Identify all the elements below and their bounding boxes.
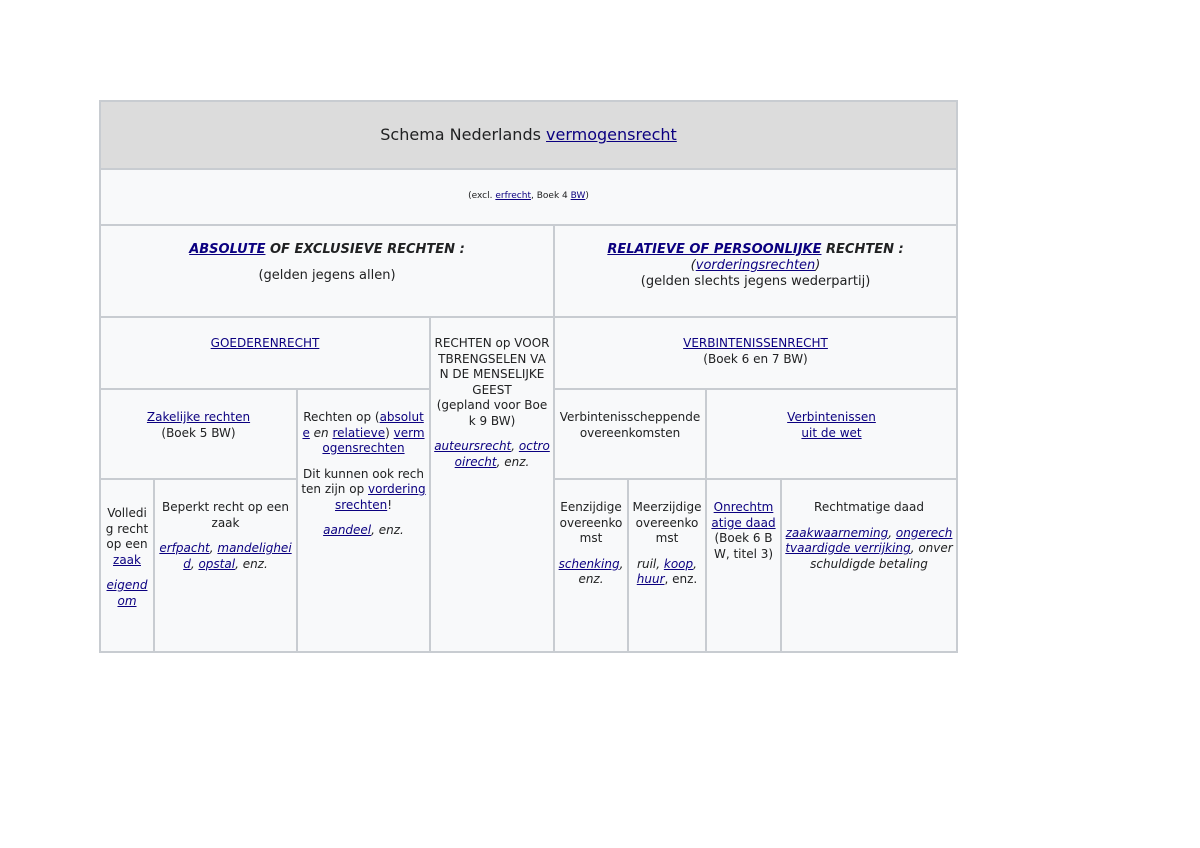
meerzijdige-cell: Meerzijdige overeenkomst ruil, koop, huur, enz.	[628, 479, 706, 652]
schema-table	[99, 100, 958, 653]
volledig-recht-cell: Volledig recht op een zaak eigendom	[100, 479, 154, 652]
zakelijke-rechten-cell: Zakelijke rechten (Boek 5 BW)	[100, 389, 297, 479]
verbintenissenrecht-link[interactable]: VERBINTENISSENRECHT	[683, 336, 828, 350]
ongerechtvaardigde-verrijking-link[interactable]: ongerechtvaardigde verrijking	[785, 525, 953, 555]
aandeel-link[interactable]: aandeel	[323, 523, 372, 537]
absolute-sub: (gelden jegens allen)	[258, 268, 396, 283]
verbintenissenrecht-cell: VERBINTENISSENRECHT (Boek 6 en 7 BW)	[554, 317, 957, 389]
intellectual-property-cell: RECHTEN op VOORTBRENGSELEN VAN DE MENSELIJKE GEEST (gepland voor Boek 9 BW) auteursrecht, octrooirecht, enz.	[430, 317, 554, 652]
auteursrecht-link[interactable]: auteursrecht	[434, 439, 512, 453]
schenking-link[interactable]: schenking	[558, 556, 620, 571]
beperkt-recht-cell: Beperkt recht op een zaak erfpacht, mandeligheid, opstal, enz.	[154, 479, 297, 652]
erfpacht-link[interactable]: erfpacht	[159, 541, 210, 555]
zakelijke-rechten-link[interactable]: Zakelijke rechten	[146, 410, 251, 424]
exclusion-note: (excl. erfrecht, Boek 4 BW)	[100, 169, 957, 225]
goederenrecht-link[interactable]: GOEDERENRECHT	[210, 336, 320, 350]
rechtmatige-cell: Rechtmatige daad zaakwaarneming, ongerechtvaardigde verrijking, onverschuldigde betaling	[781, 479, 957, 652]
zaak-link[interactable]: zaak	[113, 552, 141, 567]
onrechtmatige-daad-link[interactable]: Onrechtmatige daad	[711, 500, 776, 530]
verbintenissen-wet-link[interactable]: Verbintenissen uit de wet	[787, 410, 876, 440]
zaakwaarneming-link[interactable]: zaakwaarneming	[785, 525, 889, 540]
mandeligheid-link[interactable]: mandeligheid	[183, 541, 292, 571]
absolute-link-2[interactable]: absolute	[302, 410, 424, 440]
rechten-op-cell: Rechten op (absolute en relatieve) vermogensrechten Dit kunnen ook rechten zijn op vorderingsrechten! aandeel, enz.	[297, 389, 430, 652]
eigendom-link[interactable]: eigendom	[106, 578, 148, 608]
relative-rights-header: RELATIEVE OF PERSOONLIJKE RECHTEN : (vorderingsrechten) (gelden slechts jegens wederpartij)	[554, 225, 957, 317]
eenzijdige-cell: Eenzijdige overeenkomst schenking, enz.	[554, 479, 628, 652]
relatieve-link[interactable]: RELATIEVE OF PERSOONLIJKE	[607, 242, 822, 257]
absolute-rights-header: ABSOLUTE OF EXCLUSIEVE RECHTEN : (gelden jegens allen)	[100, 225, 554, 317]
verbintenissen-wet-cell	[706, 389, 957, 479]
vorderingsrechten-link-2[interactable]: vorderingsrechten	[334, 482, 426, 512]
verbintenisscheppende-cell: Verbintenisscheppende overeenkomsten	[554, 389, 706, 479]
absolute-link[interactable]: ABSOLUTE	[189, 242, 266, 257]
huur-link[interactable]: huur	[636, 572, 665, 586]
vermogensrecht-link[interactable]: vermogensrecht	[546, 125, 677, 145]
vorderingsrechten-link[interactable]: vorderingsrechten	[695, 258, 816, 273]
title-text: Schema Nederlands	[380, 125, 547, 145]
octrooirecht-link[interactable]: octrooirecht	[454, 439, 550, 469]
table-title	[100, 101, 957, 169]
koop-link[interactable]: koop	[663, 556, 694, 571]
bw-link[interactable]: BW	[570, 191, 586, 202]
erfrecht-link[interactable]: erfrecht	[495, 191, 531, 202]
vermogensrechten-link[interactable]: vermogensrechten	[322, 425, 425, 455]
onrechtmatige-cell: Onrechtmatige daad (Boek 6 BW, titel 3)	[706, 479, 781, 652]
opstal-link[interactable]: opstal	[198, 556, 236, 571]
relatieve-sub: (gelden slechts jegens wederpartij)	[640, 274, 871, 289]
goederenrecht-cell	[100, 317, 430, 389]
relatieve-link-2[interactable]: relatieve	[332, 425, 386, 440]
